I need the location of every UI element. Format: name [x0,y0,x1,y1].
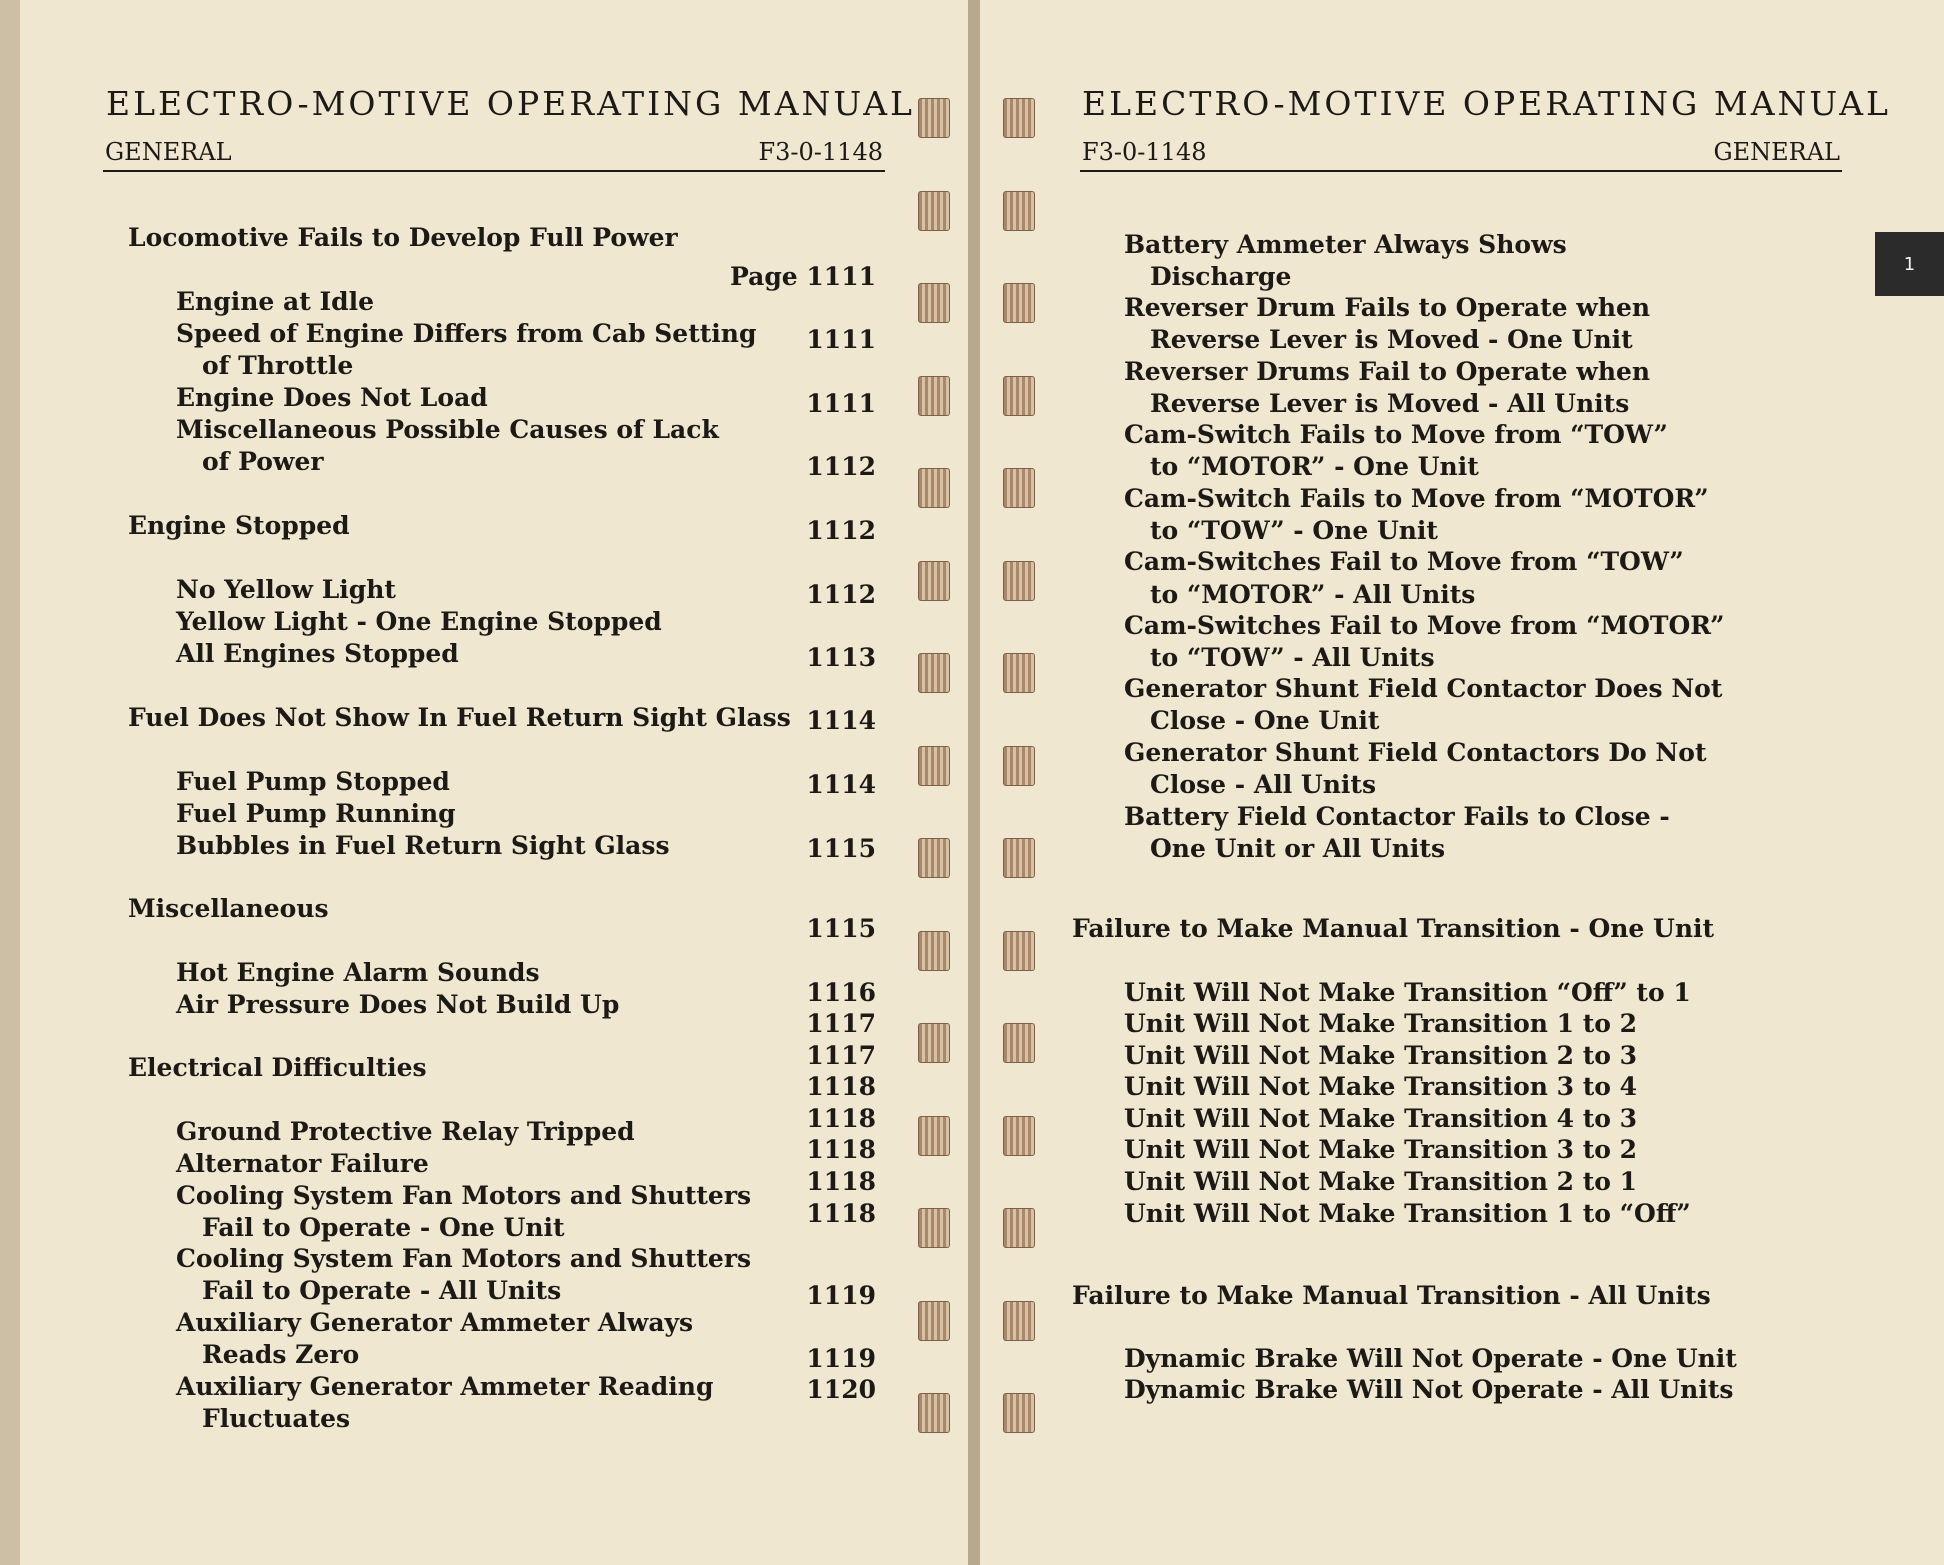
toc-entry: to “MOTOR” - One Unit [1150,452,1479,481]
toc-entry: of Throttle [202,351,354,380]
section-label: GENERAL [105,138,232,166]
toc-entry: Battery Ammeter Always Shows [1124,230,1567,259]
toc-entry: Engine Does Not Load [176,383,488,412]
binding-hole [1003,283,1035,323]
binding-hole [918,1023,950,1063]
toc-page-number: 1116 [806,978,876,1007]
binding-hole [918,468,950,508]
toc-entry: to “TOW” - One Unit [1150,516,1438,545]
toc-page-number: Page 1111 [730,262,876,291]
toc-page-number: 1115 [806,914,876,943]
toc-entry: Unit Will Not Make Transition 3 to 4 [1124,1072,1638,1101]
toc-page-number: 1112 [806,452,876,481]
document-code: F3-0-1148 [1082,138,1207,166]
binding-hole [918,838,950,878]
toc-entry: Unit Will Not Make Transition “Off” to 1 [1124,978,1691,1007]
binding-hole [918,653,950,693]
toc-entry: Yellow Light - One Engine Stopped [176,607,662,636]
toc-page-number: 1111 [806,325,876,354]
toc-page-number: 1118 [806,1167,876,1196]
toc-entry: No Yellow Light [176,575,396,604]
binding-hole [1003,838,1035,878]
toc-page-number: 1119 [806,1344,876,1373]
toc-page-number: 1120 [806,1375,876,1404]
binding-hole [918,931,950,971]
binding-hole [1003,746,1035,786]
toc-entry: Speed of Engine Differs from Cab Setting [176,319,757,348]
toc-entry: Cam-Switches Fail to Move from “TOW” [1124,547,1684,576]
toc-entry: Failure to Make Manual Transition - One Unit [1072,914,1715,943]
toc-page-number: 1114 [806,770,876,799]
toc-entry: Bubbles in Fuel Return Sight Glass [176,831,670,860]
binding-hole [918,1393,950,1433]
toc-entry: to “TOW” - All Units [1150,643,1435,672]
binding-hole [1003,1393,1035,1433]
toc-page-number: 1113 [806,643,876,672]
toc-entry: Engine at Idle [176,287,375,316]
toc-entry: Reverse Lever is Moved - All Units [1150,389,1630,418]
toc-entry: Generator Shunt Field Contactors Do Not [1124,738,1707,767]
binding-hole [1003,1116,1035,1156]
toc-entry: Reverse Lever is Moved - One Unit [1150,325,1633,354]
toc-page-number: 1111 [806,389,876,418]
binding-hole [1003,931,1035,971]
toc-entry: Cam-Switches Fail to Move from “MOTOR” [1124,611,1725,640]
toc-entry: Fuel Pump Running [176,799,456,828]
section-tab[interactable]: 1 [1875,232,1944,296]
binding-hole [918,1301,950,1341]
toc-entry: Auxiliary Generator Ammeter Always [176,1308,694,1337]
right-page [730,0,1944,1565]
toc-entry: Dynamic Brake Will Not Operate - One Unit [1124,1344,1737,1373]
binding-hole [1003,468,1035,508]
toc-page-number: 1114 [806,706,876,735]
toc-entry: Miscellaneous Possible Causes of Lack [176,415,719,444]
page-header [1080,138,1842,172]
toc-entry: Reverser Drum Fails to Operate when [1124,293,1651,322]
toc-page-number: 1118 [806,1135,876,1164]
toc-entry: Miscellaneous [128,894,329,923]
toc-entry: Cam-Switch Fails to Move from “MOTOR” [1124,484,1709,513]
binding-hole [918,1208,950,1248]
binding-hole [1003,191,1035,231]
binding-hole [918,98,950,138]
toc-entry: Cooling System Fan Motors and Shutters [176,1181,752,1210]
binding-hole [1003,1208,1035,1248]
toc-page-number: 1118 [806,1104,876,1133]
binding-hole [1003,561,1035,601]
toc-entry: Fuel Does Not Show In Fuel Return Sight Glass [128,703,791,732]
binding-hole [1003,653,1035,693]
page-header [103,138,885,172]
toc-page-number: 1112 [806,580,876,609]
section-label: GENERAL [1713,138,1840,166]
toc-entry: Locomotive Fails to Develop Full Power [128,223,678,252]
toc-entry: All Engines Stopped [176,639,459,668]
toc-page-number: 1118 [806,1199,876,1228]
toc-page-number: 1117 [806,1041,876,1070]
toc-entry: Generator Shunt Field Contactor Does Not [1124,674,1723,703]
toc-entry: Battery Field Contactor Fails to Close - [1124,802,1670,831]
toc-entry: Cam-Switch Fails to Move from “TOW” [1124,420,1668,449]
toc-page-number: 1112 [806,516,876,545]
toc-entry: Hot Engine Alarm Sounds [176,958,540,987]
binding-hole [918,1116,950,1156]
toc-entry: Close - All Units [1150,770,1377,799]
toc-entry: Reverser Drums Fail to Operate when [1124,357,1651,386]
toc-entry: of Power [202,447,324,476]
toc-entry: One Unit or All Units [1150,834,1446,863]
toc-entry: Unit Will Not Make Transition 3 to 2 [1124,1135,1638,1164]
manual-title: ELECTRO-MOTIVE OPERATING MANUAL [1082,84,1891,123]
toc-entry: Auxiliary Generator Ammeter Reading [176,1372,714,1401]
toc-entry: Dynamic Brake Will Not Operate - All Units [1124,1375,1734,1404]
toc-entry: Fail to Operate - All Units [202,1276,562,1305]
toc-entry: Unit Will Not Make Transition 1 to 2 [1124,1009,1638,1038]
toc-entry: Electrical Difficulties [128,1053,427,1082]
toc-page-number: 1115 [806,834,876,863]
binding-hole [1003,376,1035,416]
toc-entry: Cooling System Fan Motors and Shutters [176,1244,752,1273]
toc-entry: Close - One Unit [1150,706,1380,735]
manual-title: ELECTRO-MOTIVE OPERATING MANUAL [106,84,915,123]
toc-entry: Engine Stopped [128,511,350,540]
binding-hole [918,746,950,786]
document-code: F3-0-1148 [758,138,883,166]
binding-hole [918,561,950,601]
binding-hole [1003,1023,1035,1063]
toc-entry: Alternator Failure [176,1149,429,1178]
toc-page-number: 1117 [806,1009,876,1038]
toc-entry: Failure to Make Manual Transition - All Units [1072,1281,1711,1310]
toc-page-number: 1119 [806,1281,876,1310]
binding-hole [1003,1301,1035,1341]
toc-entry: Fluctuates [202,1404,351,1433]
toc-entry: Unit Will Not Make Transition 4 to 3 [1124,1104,1638,1133]
toc-entry: Unit Will Not Make Transition 2 to 3 [1124,1041,1638,1070]
toc-entry: Fail to Operate - One Unit [202,1213,565,1242]
toc-entry: Ground Protective Relay Tripped [176,1117,635,1146]
binding-hole [918,376,950,416]
binding-hole [1003,98,1035,138]
toc-entry: Unit Will Not Make Transition 2 to 1 [1124,1167,1638,1196]
toc-entry: to “MOTOR” - All Units [1150,580,1476,609]
toc-entry: Fuel Pump Stopped [176,767,450,796]
toc-entry: Reads Zero [202,1340,360,1369]
toc-page-number: 1118 [806,1072,876,1101]
toc-entry: Discharge [1150,262,1292,291]
binding-hole [918,283,950,323]
toc-entry: Unit Will Not Make Transition 1 to “Off” [1124,1199,1691,1228]
toc-entry: Air Pressure Does Not Build Up [176,990,620,1019]
binding-hole [918,191,950,231]
